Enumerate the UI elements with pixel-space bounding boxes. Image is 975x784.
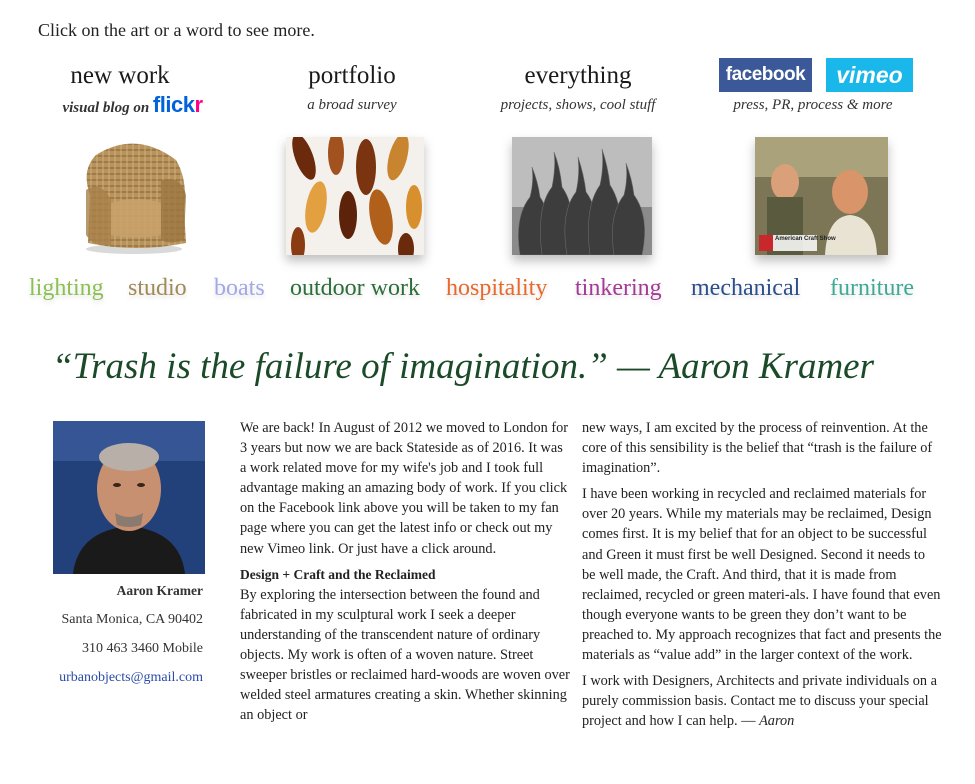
bowls-thumbnail[interactable] — [286, 137, 424, 255]
social-subtitle: press, PR, process & more — [733, 97, 893, 113]
body-column-2 — [582, 418, 942, 737]
visual-blog-label: visual blog on — [62, 100, 150, 116]
portfolio-link[interactable]: portfolio — [308, 62, 396, 89]
chair-thumbnail[interactable] — [76, 135, 191, 255]
intro-text: Click on the art or a word to see more. — [38, 20, 315, 40]
intro-paragraph: We are back! In August of 2012 we moved to London for 3 years but now we are back Stateside as of 2016. It was a work related move for my wife's job and I took full advantage making an amazing body of work. If you click on the Facebook link above you will be taken to my fan page where you can get the latest info or check out my new Vimeo link. Or just have a click around. — [240, 420, 568, 557]
new-work-link[interactable]: new work — [70, 62, 170, 89]
portfolio-subtitle: a broad survey — [307, 97, 397, 113]
video-thumbnail[interactable] — [755, 137, 888, 255]
email-link[interactable]: urbanobjects@gmail.com — [59, 670, 203, 685]
video-overlay-title: American Craft Show — [775, 236, 836, 242]
category-tinkering[interactable]: tinkering — [575, 275, 662, 301]
body-column-1 — [240, 418, 570, 731]
category-mechanical[interactable]: mechanical — [691, 275, 801, 301]
category-outdoor-work[interactable]: outdoor work — [290, 275, 420, 301]
section-heading: Design + Craft and the Reclaimed — [240, 566, 436, 582]
category-lighting[interactable]: lighting — [29, 275, 104, 301]
category-furniture[interactable]: furniture — [830, 275, 914, 301]
everything-link[interactable]: everything — [524, 62, 632, 89]
flickr-blog-link[interactable] — [40, 92, 225, 118]
reinvention-paragraph: new ways, I am excited by the process of reinvention. At the core of this sensibility is the belief that “trash is the failure of imagination”. — [582, 420, 933, 477]
materials-paragraph: I have been working in recycled and reclaimed materials for over 20 years. While my materials may be reclaimed, Design comes first. It is my belief that for an object to be successful and Green it must first be well Designed. Second it needs to be well made, the Craft. And third, that it is made from reclaimed, recycled or green materi-als. I have found that even though everyone wants to be green they don’t want to be preached to. My approach recognizes that fact and presents the materials as “value add” in the larger context of the work. — [582, 486, 942, 664]
portrait-photo — [53, 421, 205, 574]
flickr-logo: flickr — [152, 92, 203, 117]
sculpture-thumbnail[interactable] — [512, 137, 652, 255]
category-hospitality[interactable]: hospitality — [446, 275, 548, 301]
signature: Aaron — [759, 713, 795, 730]
commission-paragraph: I work with Designers, Architects and private individuals on a purely commission basis. Contact me to discuss your special project and how I can help. — Aaron — [582, 673, 937, 730]
contact-phone: 310 463 3460 Mobile — [82, 641, 203, 656]
everything-subtitle: projects, shows, cool stuff — [500, 97, 656, 113]
category-studio[interactable]: studio — [128, 275, 187, 301]
facebook-button[interactable]: facebook — [719, 58, 812, 92]
vimeo-button[interactable]: vimeo — [826, 58, 913, 92]
contact-name: Aaron Kramer — [116, 583, 203, 598]
category-boats[interactable]: boats — [214, 275, 265, 301]
contact-address: Santa Monica, CA 90402 — [61, 612, 203, 627]
design-paragraph: By exploring the intersection between the found and fabricated in my sculptural work I seek a deeper understanding of the transcendent nature of ordinary objects. My work is often of a woven nature. Street sweeper bristles or reclaimed hard-woods are woven over welded steel armatures creating a skin. Whether skinning an object or — [240, 586, 570, 724]
quote-heading: “Trash is the failure of imagination.” — Aaron Kramer — [52, 346, 875, 387]
